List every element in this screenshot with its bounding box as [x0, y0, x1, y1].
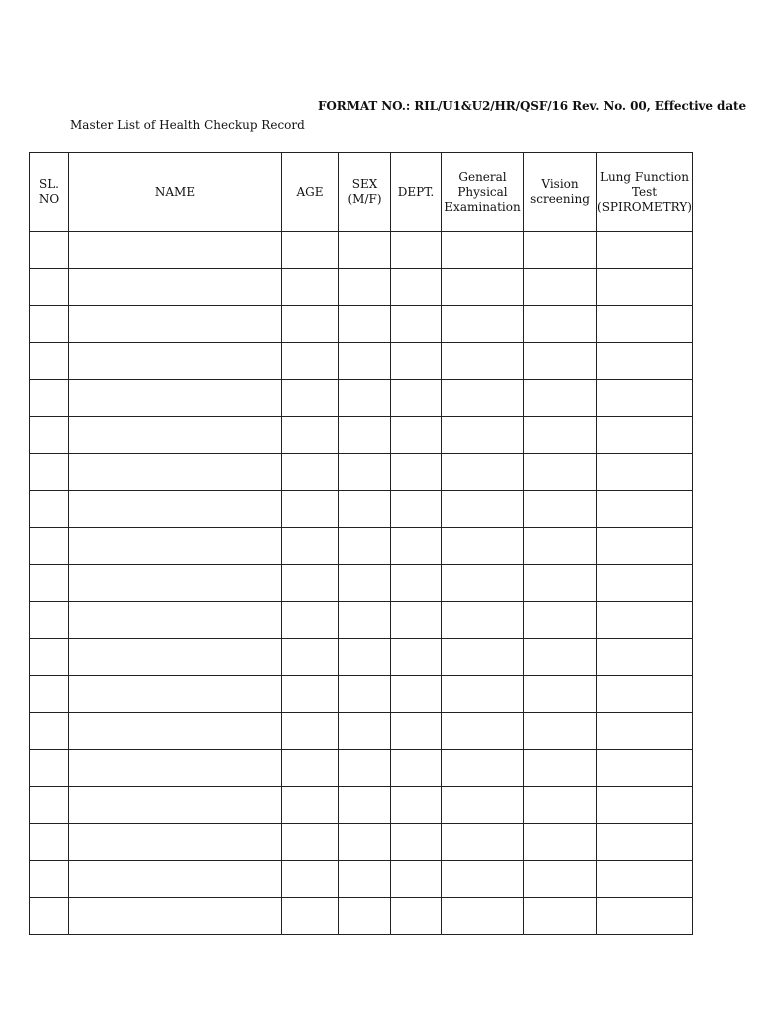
table-cell[interactable]	[442, 676, 524, 713]
table-cell[interactable]	[339, 787, 391, 824]
table-cell[interactable]	[69, 491, 282, 528]
table-row	[30, 639, 693, 676]
table-cell[interactable]	[69, 565, 282, 602]
table-cell[interactable]	[282, 676, 339, 713]
column-header-vision-screening: Vision screening	[524, 153, 597, 232]
table-row	[30, 306, 693, 343]
table-cell[interactable]	[282, 824, 339, 861]
table-cell[interactable]	[391, 454, 442, 491]
table-cell[interactable]	[442, 861, 524, 898]
table-cell[interactable]	[30, 861, 69, 898]
table-cell[interactable]	[30, 565, 69, 602]
table-cell[interactable]	[597, 269, 693, 306]
table-cell[interactable]	[30, 454, 69, 491]
table-cell[interactable]	[69, 269, 282, 306]
table-cell[interactable]	[524, 676, 597, 713]
table-cell[interactable]	[69, 306, 282, 343]
table-cell[interactable]	[442, 232, 524, 269]
column-header-lung-function-test: Lung Function Test (SPIROMETRY)	[597, 153, 693, 232]
table-row	[30, 824, 693, 861]
table-cell[interactable]	[391, 565, 442, 602]
table-cell[interactable]	[391, 269, 442, 306]
table-cell[interactable]	[442, 491, 524, 528]
table-cell[interactable]	[282, 417, 339, 454]
table-cell[interactable]	[69, 528, 282, 565]
table-cell[interactable]	[442, 602, 524, 639]
table-cell[interactable]	[282, 713, 339, 750]
table-cell[interactable]	[391, 676, 442, 713]
table-row	[30, 528, 693, 565]
table-row	[30, 713, 693, 750]
table-cell[interactable]	[391, 861, 442, 898]
table-cell[interactable]	[597, 343, 693, 380]
table-cell[interactable]	[442, 528, 524, 565]
table-row	[30, 343, 693, 380]
table-cell[interactable]	[69, 898, 282, 935]
health-checkup-table	[29, 152, 693, 935]
table-cell[interactable]	[524, 639, 597, 676]
table-cell[interactable]	[391, 380, 442, 417]
table-row	[30, 232, 693, 269]
table-cell[interactable]	[339, 861, 391, 898]
table-cell[interactable]	[442, 713, 524, 750]
table-cell[interactable]	[30, 491, 69, 528]
table-cell[interactable]	[30, 676, 69, 713]
table-cell[interactable]	[30, 417, 69, 454]
table-cell[interactable]	[30, 787, 69, 824]
table-row	[30, 269, 693, 306]
table-cell[interactable]	[339, 343, 391, 380]
table-cell[interactable]	[339, 565, 391, 602]
table-cell[interactable]	[524, 454, 597, 491]
table-cell[interactable]	[391, 343, 442, 380]
table-row	[30, 417, 693, 454]
table-cell[interactable]	[597, 491, 693, 528]
table-cell[interactable]	[391, 898, 442, 935]
table-cell[interactable]	[30, 232, 69, 269]
table-cell[interactable]	[282, 639, 339, 676]
table-cell[interactable]	[339, 269, 391, 306]
table-row	[30, 861, 693, 898]
table-cell[interactable]	[69, 639, 282, 676]
table-cell[interactable]	[30, 306, 69, 343]
table-cell[interactable]	[524, 713, 597, 750]
table-cell[interactable]	[442, 824, 524, 861]
table-cell[interactable]	[524, 565, 597, 602]
table-cell[interactable]	[391, 602, 442, 639]
table-row	[30, 602, 693, 639]
table-cell[interactable]	[69, 824, 282, 861]
table-cell[interactable]	[391, 750, 442, 787]
table-cell[interactable]	[442, 306, 524, 343]
table-row	[30, 898, 693, 935]
table-cell[interactable]	[339, 528, 391, 565]
table-cell[interactable]	[282, 491, 339, 528]
table-cell[interactable]	[391, 306, 442, 343]
table-cell[interactable]	[597, 380, 693, 417]
table-row	[30, 676, 693, 713]
table-cell[interactable]	[69, 861, 282, 898]
table-cell[interactable]	[524, 343, 597, 380]
table-cell[interactable]	[442, 787, 524, 824]
table-cell[interactable]	[524, 824, 597, 861]
table-cell[interactable]	[524, 861, 597, 898]
table-cell[interactable]	[69, 417, 282, 454]
table-cell[interactable]	[69, 713, 282, 750]
table-cell[interactable]	[339, 713, 391, 750]
table-cell[interactable]	[282, 602, 339, 639]
table-cell[interactable]	[597, 454, 693, 491]
table-header-row	[30, 153, 693, 232]
table-cell[interactable]	[524, 306, 597, 343]
table-cell[interactable]	[442, 343, 524, 380]
table-row	[30, 491, 693, 528]
table-cell[interactable]	[339, 750, 391, 787]
table-cell[interactable]	[30, 269, 69, 306]
table-cell[interactable]	[391, 787, 442, 824]
table-cell[interactable]	[391, 713, 442, 750]
table-cell[interactable]	[524, 380, 597, 417]
table-cell[interactable]	[30, 602, 69, 639]
table-cell[interactable]	[339, 417, 391, 454]
table-cell[interactable]	[524, 898, 597, 935]
table-cell[interactable]	[69, 380, 282, 417]
table-cell[interactable]	[30, 380, 69, 417]
table-cell[interactable]	[339, 639, 391, 676]
column-header-dept: DEPT.	[391, 153, 442, 232]
table-cell[interactable]	[282, 232, 339, 269]
table-cell[interactable]	[597, 306, 693, 343]
table-cell[interactable]	[339, 491, 391, 528]
table-cell[interactable]	[30, 713, 69, 750]
table-cell[interactable]	[524, 750, 597, 787]
table-cell[interactable]	[30, 750, 69, 787]
column-header-age: AGE	[282, 153, 339, 232]
table-cell[interactable]	[339, 380, 391, 417]
table-cell[interactable]	[391, 528, 442, 565]
table-cell[interactable]	[282, 454, 339, 491]
table-cell[interactable]	[597, 787, 693, 824]
table-cell[interactable]	[69, 454, 282, 491]
table-cell[interactable]	[30, 639, 69, 676]
table-cell[interactable]	[69, 676, 282, 713]
table-cell[interactable]	[597, 602, 693, 639]
format-number-line: FORMAT NO.: RIL/U1&U2/HR/QSF/16 Rev. No. 00, Effective date	[318, 99, 746, 113]
table-row	[30, 750, 693, 787]
table-cell[interactable]	[282, 861, 339, 898]
table-cell[interactable]	[339, 232, 391, 269]
table-cell[interactable]	[442, 417, 524, 454]
table-cell[interactable]	[442, 454, 524, 491]
table-body	[30, 232, 693, 935]
table-cell[interactable]	[391, 232, 442, 269]
table-cell[interactable]	[282, 565, 339, 602]
table-cell[interactable]	[524, 491, 597, 528]
table-cell[interactable]	[69, 343, 282, 380]
table-cell[interactable]	[524, 787, 597, 824]
table-cell[interactable]	[597, 861, 693, 898]
table-cell[interactable]	[339, 306, 391, 343]
table-cell[interactable]	[30, 898, 69, 935]
table-cell[interactable]	[524, 417, 597, 454]
table-cell[interactable]	[391, 491, 442, 528]
table-row	[30, 565, 693, 602]
table-cell[interactable]	[391, 639, 442, 676]
table-cell[interactable]	[524, 602, 597, 639]
table-cell[interactable]	[30, 824, 69, 861]
table-cell[interactable]	[69, 787, 282, 824]
table-cell[interactable]	[597, 417, 693, 454]
table-cell[interactable]	[282, 269, 339, 306]
table-cell[interactable]	[339, 898, 391, 935]
column-header-name: NAME	[69, 153, 282, 232]
table-cell[interactable]	[282, 787, 339, 824]
table-cell[interactable]	[30, 343, 69, 380]
table-cell[interactable]	[597, 639, 693, 676]
table-cell[interactable]	[391, 417, 442, 454]
column-header-sl-no: SL. NO	[30, 153, 69, 232]
table-cell[interactable]	[524, 232, 597, 269]
table-row	[30, 787, 693, 824]
table-cell[interactable]	[442, 639, 524, 676]
column-header-sex: SEX (M/F)	[339, 153, 391, 232]
column-header-general-physical-examination: General Physical Examination	[442, 153, 524, 232]
table-cell[interactable]	[282, 380, 339, 417]
table-cell[interactable]	[282, 343, 339, 380]
table-cell[interactable]	[442, 269, 524, 306]
table-cell[interactable]	[597, 750, 693, 787]
table-cell[interactable]	[30, 528, 69, 565]
table-cell[interactable]	[69, 232, 282, 269]
table-cell[interactable]	[282, 306, 339, 343]
table-cell[interactable]	[597, 676, 693, 713]
table-cell[interactable]	[391, 824, 442, 861]
table-cell[interactable]	[524, 528, 597, 565]
table-cell[interactable]	[597, 898, 693, 935]
table-row	[30, 380, 693, 417]
table-cell[interactable]	[597, 232, 693, 269]
table-cell[interactable]	[597, 824, 693, 861]
table-cell[interactable]	[339, 676, 391, 713]
table-cell[interactable]	[597, 713, 693, 750]
table-cell[interactable]	[282, 898, 339, 935]
table-cell[interactable]	[442, 750, 524, 787]
table-cell[interactable]	[524, 269, 597, 306]
table-row	[30, 454, 693, 491]
table-cell[interactable]	[339, 602, 391, 639]
table-cell[interactable]	[597, 565, 693, 602]
table-cell[interactable]	[69, 750, 282, 787]
table-cell[interactable]	[339, 824, 391, 861]
document-title: Master List of Health Checkup Record	[70, 118, 305, 132]
table-cell[interactable]	[597, 528, 693, 565]
table-cell[interactable]	[282, 528, 339, 565]
table-cell[interactable]	[339, 454, 391, 491]
table-cell[interactable]	[442, 380, 524, 417]
table-cell[interactable]	[442, 565, 524, 602]
table-cell[interactable]	[69, 602, 282, 639]
table-cell[interactable]	[282, 750, 339, 787]
table-cell[interactable]	[442, 898, 524, 935]
